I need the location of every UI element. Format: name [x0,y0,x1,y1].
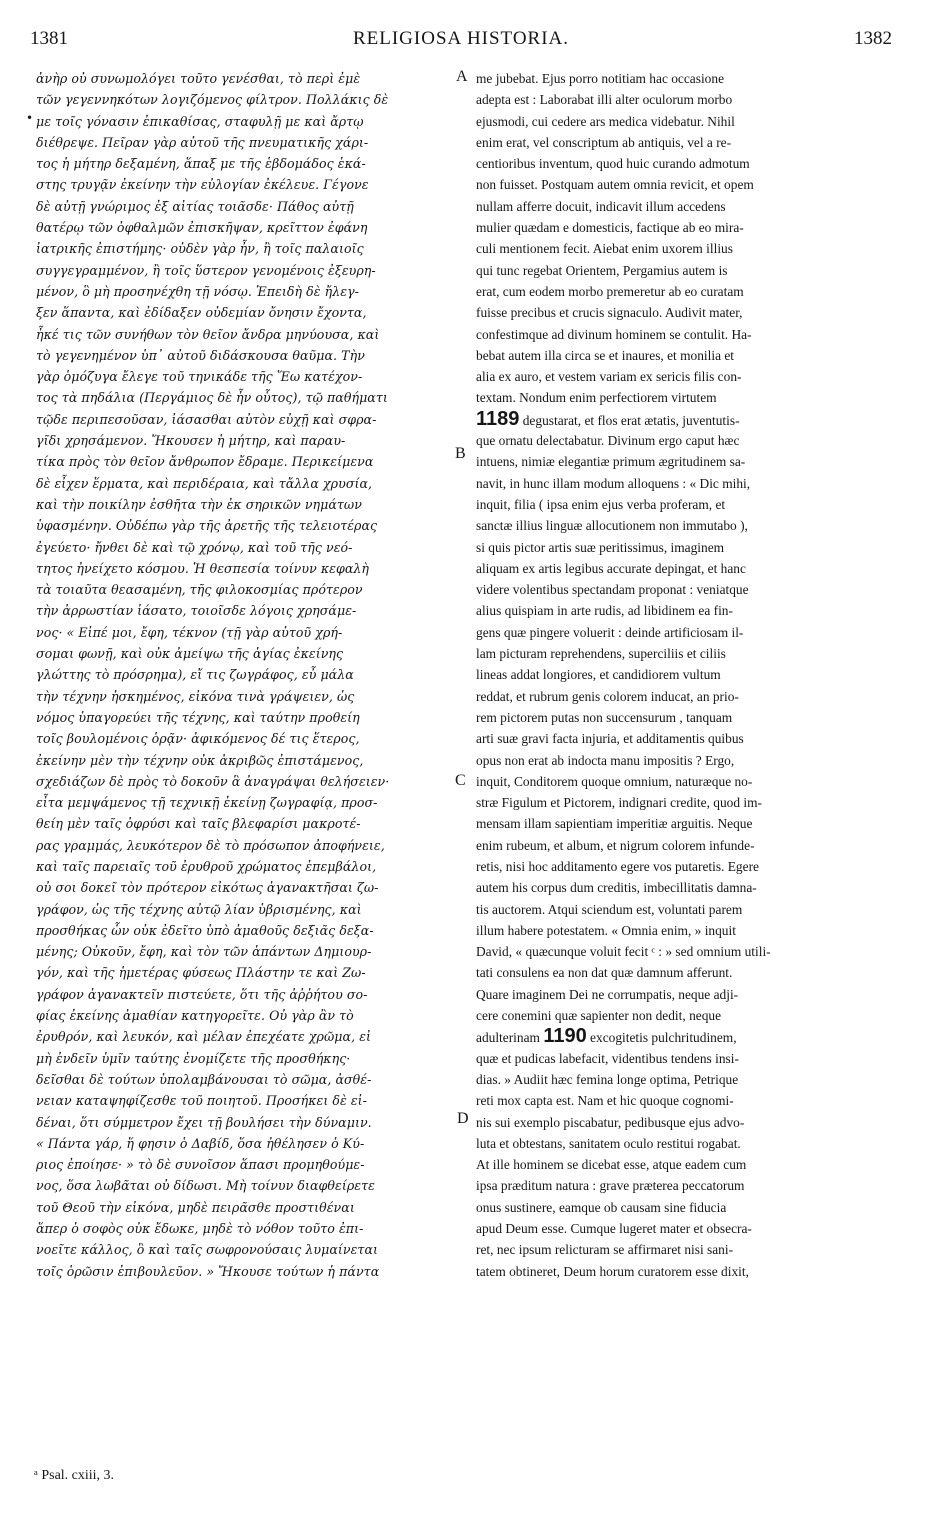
section-marker-c: C [455,772,466,789]
latin-line: navit, in hunc illam modum alloquens : « Dic mihi, [476,475,751,491]
greek-line: σχεδιάζων δὲ πρὸς τὸ δοκοῦν ἃ ἀναγράψαι θελήσειεν· [36,773,390,789]
latin-line: retis, nisi hoc additamento egere vos putaretis. Egere [476,858,759,874]
greek-line: τοῖς βουλομένοις ὁρᾷν· ἀφικόμενος δέ τις ἕτερος, [36,731,360,747]
column-number: 1189 [476,407,520,430]
greek-line: τος ἡ μήτηρ δεξαμένη, ἅπαξ με τῆς ἑβδομάδος ἑκά- [36,156,366,172]
greek-line: μένον, ὃ μὴ προσηνέχθη τῇ νόσῳ. Ἐπειδὴ δὲ ἤλεγ- [36,283,359,299]
column-number: 1190 [543,1025,587,1048]
page-number-right: 1382 [854,28,892,49]
greek-line: θατέρῳ τῶν ὀφθαλμῶν ἐπισκῆψαν, κρεῖττον ἐφάνη [36,220,368,236]
latin-line: ret, nec ipsum relicturam se affirmaret nisi sani- [476,1242,734,1258]
section-marker-a: A [456,68,468,85]
greek-line: ἐγεύετο· ἤνθει δὲ καὶ τῷ χρόνῳ, καὶ τοῦ τῆς νεό- [36,539,353,555]
greek-line: ἧκέ τις τῶν συνήθων τὸν θεῖον ἄνδρα μηνύουσα, καὶ [36,326,380,342]
latin-line: quæ et pudicas labefacit, videntibus tendens insi- [476,1050,739,1066]
latin-line: textam. Nondum enim perfectiorem virtutem [476,390,717,406]
latin-line: enim rubeum, et album, et nigrum colorem infunde- [476,837,755,853]
latin-line: inquit, Conditorem quoque omnium, naturæque no- [476,773,753,789]
greek-line: φίας ἐκείνης ἀμαθίαν κατηγορεῖτε. Οὐ γὰρ ἂν τὸ [36,1008,354,1024]
latin-line: onus sustinere, eamque ob causam sine fiducia [476,1199,727,1215]
greek-line: ἐκείνην μὲν τὴν τέχνην οὐκ ἀκριβῶς ἐπιστάμενος, [36,752,364,768]
running-title: RELIGIOSA HISTORIA. [352,28,570,49]
greek-line: τὴν τέχνην ἠσκημένος, εἰκόνα τινὰ γράψειεν, ὡς [36,688,355,704]
latin-line: adepta est : Laborabat illi alter oculorum morbo [476,92,733,108]
section-marker-d: D [457,1110,469,1127]
latin-line: erat, cum eodem morbo premeretur ab eo curatam [476,283,744,299]
greek-line: εἶτα μεμψάμενος τῇ τεχνικῇ ἐκείνῃ ζωγραφίᾳ, προσ- [36,795,378,811]
greek-line: τὰ τοιαῦτα θεασαμένη, τῆς φιλοκοσμίας πρότερον [36,582,363,598]
latin-line: confestimque ad divinum hominem se contulit. Ha- [476,326,752,342]
latin-line: lineas addat longiores, et candidiorem vultum [476,667,721,683]
greek-line: ρας γραμμάς, λευκότερον δὲ τὸ πρόσωπον ἀποφήνειε, [36,837,385,853]
greek-line: τὸ γεγενημένον ὑπ᾽ αὐτοῦ διδάσκουσα θαῦμα. Τὴν [36,347,365,363]
latin-line: cere conemini quæ sapienter non dedit, neque [476,1008,722,1024]
greek-line: τῷδε περιπεσοῦσαν, ἰάσασθαι αὐτὸν εὐχῇ καὶ σφρα- [36,411,377,427]
greek-line: μένης; Οὐκοῦν, ἔφη, καὶ τὸν τῶν ἁπάντων Δημιουρ- [36,944,372,960]
latin-line-text: degustarat, et flos erat ætatis, juventutis- [519,412,740,428]
greek-line: ριος ἐποίησε· » τὸ δὲ συνοῖσον ἅπασι προμηθούμε- [36,1157,365,1173]
latin-line: gens quæ pingere voluerit : deinde artificiosam il- [476,624,744,640]
latin-line: tati consulens ea non dat quæ damnum afferunt. [476,965,733,981]
latin-line [476,409,894,430]
latin-line: ipsa præditum natura : grave præterea peccatorum [476,1178,745,1194]
greek-line: νόμος ὑπαγορεύει τῆς τέχνης, καὶ ταύτην προθείη [36,709,360,725]
latin-line: alius quispiam in arte rudis, ad libidinem ea fin- [476,603,733,619]
greek-line: γῖδι χρησάμενον. Ἤκουσεν ἡ μήτηρ, καὶ παραυ- [36,433,346,449]
greek-line: γλώττης τὸ πρόσρημα), εἴ τις ζωγράφος, εὖ μάλα [36,667,354,683]
latin-line: alia ex auro, et vestem variam ex sericis filis con- [476,369,742,385]
page-number-left: 1381 [30,28,68,49]
greek-line: ἰατρικῆς ἐπιστήμης· οὐδὲν γὰρ ἦν, ἢ τοῖς παλαιοῖς [36,241,364,257]
latin-line: nis sui exemplo piscabatur, pedibusque ejus advo- [476,1114,745,1130]
page-header [30,28,892,60]
latin-line: luta et obtestans, sanitatem oculo restitui rogabat. [476,1135,741,1151]
greek-line: ξεν ἅπαντα, καὶ ἐδίδαξεν οὐδεμίαν ὄνησιν ἔχοντα, [36,305,367,321]
latin-column [476,68,894,1282]
greek-line: οὐ σοι δοκεῖ τὸν πρότερον εἰκότως ἀγανακτῆσαι ζω- [36,880,379,896]
latin-line: centioribus inventum, quod huic curando admotum [476,156,750,172]
greek-line: συγγεγραμμένον, ἢ τοῖς ὕστερον γενομένοις ἐξευρη- [36,262,376,278]
latin-line: enim erat, vel conscriptum ab antiquis, vel a re- [476,134,732,150]
latin-line: opus non erat ab indocta manu impositis ? Ergo, [476,752,735,768]
latin-line: me jubebat. Ejus porro notitiam hac occasione [476,71,725,86]
latin-line: At ille hominem se dicebat esse, atque eadem cum [476,1157,747,1173]
greek-line: δὲ εἶχεν ἕρματα, καὶ περιδέραια, καὶ τἄλλα χρυσία, [36,475,373,491]
greek-line: τῶν γεγεννηκότων λογιζόμενος φίλτρον. Πολλάκις δὲ [36,92,389,108]
latin-line: non fuisset. Postquam autem omnia revicit, et opem [476,177,754,193]
greek-line: στης τρυγᾷν ἐκείνην τὴν εὐλογίαν ἐκέλευε. Γέγονε [36,177,369,193]
greek-line: νος· « Εἰπέ μοι, ἔφη, τέκνον (τῇ γὰρ αὐτοῦ χρή- [36,624,343,640]
latin-line: sanctæ illius linguæ allocutionem non immutabo ), [476,518,748,534]
latin-line: inquit, filia ( ipsa enim ejus verba proferam, et [476,496,726,512]
footnote: ᵃ Psal. cxiii, 3. [34,1468,115,1483]
latin-line: dias. » Audiit hæc femina longe optima, Petrique [476,1071,739,1087]
greek-line: « Πάντα γάρ, ἥ φησιν ὁ Δαβίδ, ὅσα ἠθέλησεν ὁ Κύ- [36,1135,365,1151]
greek-line: τητος ἠνείχετο κόσμου. Ἡ θεσπεσία τοίνυν κεφαλὴ [36,560,370,576]
latin-line: reddat, et rubrum genis colorem inducat, an prio- [476,688,739,704]
margin-dot: • [26,111,34,125]
latin-line: mulier quædam e domesticis, factique ab eo mira- [476,220,744,236]
latin-line: illum habere potestatem. « Omnia enim, » inquit [476,922,736,938]
greek-line: τοῦ Θεοῦ τὴν εἰκόνα, μηδὲ πειρᾶσθε προστιθέναι [36,1199,355,1215]
greek-line: γὰρ ὁμόζυγα ἔλεγε τοῦ τηνικάδε τῆς Ἕω κατέχον- [36,369,363,385]
latin-line: intuens, nimiæ elegantiæ primum ægritudinem sa- [476,454,746,470]
latin-line: mensam illam sapientiam imperitiæ arguitis. Neque [476,816,753,832]
latin-line: apud Deum esse. Cumque lugeret mater et obsecra- [476,1221,752,1237]
section-marker-b: B [455,445,466,462]
greek-line: ἀνὴρ οὐ συνωμολόγει τοῦτο γενέσθαι, τὸ περὶ ἐμὲ [36,71,361,86]
greek-line: ὑφασμένην. Οὐδέπω γὰρ τῆς ἀρετῆς τῆς τελειοτέρας [36,518,378,534]
latin-line-text: adulterinam [476,1030,544,1046]
greek-line: νος, ὅσα λωβᾶται οὐ δίδωσι. Μὴ τοίνυν διαφθείρετε [36,1178,375,1194]
greek-line: γράφον ἀγανακτεῖν πιστεύετε, ὅτι τῆς ἀῤῥήτου σο- [36,986,368,1002]
greek-line: καὶ ταῖς παρειαῖς τοῦ ἐρυθροῦ χρώματος ἐπεμβάλοι, [36,858,377,874]
latin-line-text: excogitetis pulchritudinem, [586,1030,737,1046]
greek-line: τος τὰ πηδάλια (Περγάμιος δὲ ἦν οὗτος), τῷ παθήματι [36,390,388,406]
greek-line: δὲ αὐτῇ γνώριμος ἐξ αἰτίας τοιᾶσδε· Πάθος αὐτῇ [36,198,354,214]
latin-line: fuisse precibus et crucis signaculo. Audivit mater, [476,305,743,321]
latin-line: bebat autem illa circa se et inaures, et monilia et [476,347,735,363]
latin-line: ejusmodi, cui cedere ars medica videbatur. Nihil [476,113,735,129]
latin-line: aliquam ex artis legibus accurate depingat, et hanc [476,560,746,576]
latin-line: nullam afferre docuit, indicavit illum accedens [476,198,726,214]
greek-line: νειαν καταψηφίζεσθε τοῦ ποιητοῦ. Προσήκει δὲ εἰ- [36,1093,367,1109]
greek-line: σομαι φωνῇ, καὶ οὐκ ἀμείψω τῆς ἁγίας ἐκείνης [36,646,344,662]
latin-line: qui tunc regebat Orientem, Pergamius autem is [476,262,728,278]
latin-line: arti suæ gravi facta injuria, et additamentis quibus [476,731,744,747]
greek-line: θείη μὲν ταῖς ὀφρύσι καὶ ταῖς βλεφαρίσι μακροτέ- [36,816,361,832]
greek-line: τοῖς ὁρῶσιν ἐπιβουλεῦον. » Ἤκουσε τούτων ἡ πάντα [36,1263,380,1279]
latin-line: videre volentibus spectandam proponat : veniatque [476,582,749,598]
latin-line: culi mentionem fecit. Aiebat enim uxorem illius [476,241,733,257]
greek-line: δέναι, ὅτι σύμμετρον ἔχει τῇ βουλήσει τὴν δύναμιν. [36,1114,372,1130]
latin-line: autem his corpus dum creditis, imbecillitatis damna- [476,880,757,896]
greek-line: τὴν ἀρρωστίαν ἰάσατο, τοιοῖσδε λόγοις χρησάμε- [36,603,357,619]
greek-line: ἅπερ ὁ σοφὸς οὐκ ἔδωκε, μηδὲ τὸ νόθον τοῦτο ἐπι- [36,1221,364,1237]
greek-line: προσθήκας ὧν οὐκ ἐδεῖτο ὑπὸ ἀμαθοῦς δεξιᾶς δεξα- [36,922,374,938]
greek-line: διέθρεψε. Πεῖραν γὰρ αὐτοῦ τῆς πνευματικῆς χάρι- [36,134,369,150]
greek-line: γράφον, ὡς τῆς τέχνης αὐτῷ λίαν ὑβρισμένης, καὶ [36,901,362,917]
latin-line: si quis pictor artis suæ peritissimus, imaginem [476,539,725,555]
greek-line: με τοῖς γόνασιν ἐπικαθίσας, σταφυλῇ με καὶ ἄρτῳ [36,113,364,129]
greek-line: καὶ τὴν ποικίλην ἐσθῆτα τὴν ἐκ σηρικῶν νημάτων [36,496,362,512]
latin-line [476,1026,894,1047]
latin-line: lam picturam reprehendens, superciliis et ciliis [476,646,726,662]
greek-line: ἐρυθρόν, καὶ λευκόν, καὶ μέλαν ἐπεχέατε χρῶμα, εἰ [36,1029,372,1045]
latin-line: tatem obtineret, Deum horum curatorem esse dixit, [476,1263,749,1279]
latin-line: David, « quæcunque voluit fecit ᶜ : » sed omnium utili- [476,944,771,960]
latin-line: reti mox capta est. Nam et hic quoque cognomi- [476,1093,734,1109]
greek-line: νοεῖτε κάλλος, ὃ καὶ ταῖς σωφρονούσαις λυμαίνεται [36,1242,378,1258]
latin-line: que ornatu delectabatur. Divinum ergo caput hæc [476,433,740,449]
greek-line: δεῖσθαι δὲ τούτων ὑπολαμβάνουσαι τὸ σῶμα, ἀσθέ- [36,1071,372,1087]
greek-line: γόν, καὶ τῆς ἡμετέρας φύσεως Πλάστην τε καὶ Ζω- [36,965,366,981]
latin-line: stræ Figulum et Pictorem, indignari credite, quod im- [476,795,762,811]
latin-line: rem pictorem putas non succensurum , tanquam [476,709,733,725]
latin-line: tis auctorem. Atqui sciendum est, voluntati parem [476,901,743,917]
greek-column [36,68,450,1282]
latin-line: Quare imaginem Dei ne corrumpatis, neque adji- [476,986,739,1002]
greek-line: μὴ ἐνδεῖν ὑμῖν ταύτης ἐνομίζετε τῆς προσθήκης· [36,1050,351,1066]
greek-line: τίκα πρὸς τὸν θεῖον ἄνθρωπον ἔδραμε. Περικείμενα [36,454,374,470]
